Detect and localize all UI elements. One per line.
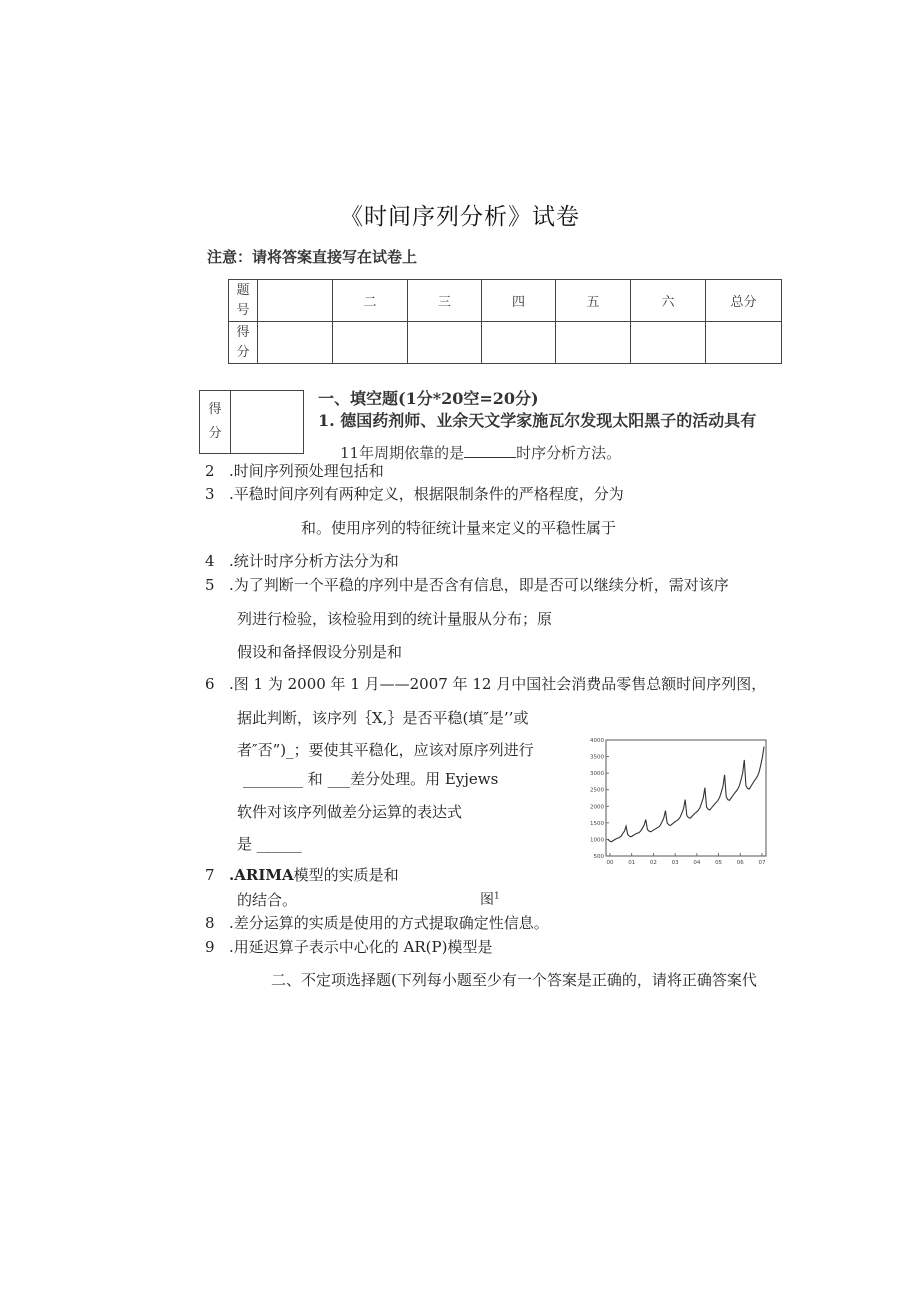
figure-caption-num: 1 xyxy=(494,891,500,902)
q4-num: 4 xyxy=(205,552,215,570)
y-tick-label: 1500 xyxy=(590,820,604,827)
q6-blank-3[interactable]: ______ xyxy=(256,835,302,853)
x-tick-label: 03 xyxy=(671,860,679,866)
section2-title: 二、不定项选择题(下列每小题至少有一个答案是正确的，请将正确答案代 xyxy=(271,971,757,989)
score-cell-total[interactable] xyxy=(706,322,782,364)
score-table-header-label xyxy=(229,280,258,322)
score-box-value[interactable] xyxy=(231,391,304,454)
q6-line2: 据此判断，该序列｛X,｝是否平稳(填″是’’或 xyxy=(237,709,529,727)
col-4: 四 xyxy=(482,280,556,322)
score-cell-1[interactable] xyxy=(258,322,333,364)
q9-num: 9 xyxy=(205,938,215,956)
score-label-char-1: 得 xyxy=(236,324,250,340)
q4-text: .统计时序分析方法分为和 xyxy=(229,552,399,570)
score-box-char-2: 分 xyxy=(208,426,222,441)
col-total: 总分 xyxy=(706,280,782,322)
y-tick-label: 1000 xyxy=(590,837,604,844)
score-cell-2[interactable] xyxy=(333,322,408,364)
q7-num: 7 xyxy=(205,866,215,884)
y-tick-label: 2500 xyxy=(590,787,604,794)
y-tick-label: 2000 xyxy=(590,804,604,811)
col-3: 三 xyxy=(408,280,482,322)
q2-num: 2 xyxy=(205,462,215,480)
q6-blank-1[interactable]: ________ xyxy=(243,770,303,788)
x-tick-label: 01 xyxy=(628,860,636,866)
q1-line2-post: 时序分析方法。 xyxy=(516,444,622,462)
score-cell-6[interactable] xyxy=(631,322,706,364)
x-tick-label: 05 xyxy=(715,860,723,866)
q7-bold: .ARIMA xyxy=(229,866,294,884)
x-tick-label: 04 xyxy=(693,860,701,866)
x-tick-label: 02 xyxy=(649,860,657,866)
q5-line2: 列进行检验，该检验用到的统计量服从分布；原 xyxy=(237,610,553,628)
q8-text: .差分运算的实质是使用的方式提取确定性信息。 xyxy=(229,914,549,932)
x-tick-label: 00 xyxy=(606,860,614,866)
q1-line1: 1. 德国药剂师、业余天文学家施瓦尔发现太阳黑子的活动具有 xyxy=(318,411,757,430)
q9 xyxy=(205,936,492,957)
score-cell-3[interactable] xyxy=(408,322,482,364)
q7 xyxy=(205,864,399,885)
q7-text: 模型的实质是和 xyxy=(293,866,399,884)
q2 xyxy=(205,460,384,481)
score-label-char-2: 分 xyxy=(236,344,250,360)
q7-line2: 的结合。 xyxy=(237,891,298,909)
section1-title: 一、填空题(1分*20空=20分) xyxy=(318,389,539,408)
score-table xyxy=(228,279,782,364)
q9-text: .用延迟算子表示中心化的 AR(P)模型是 xyxy=(229,938,493,956)
q5 xyxy=(205,574,729,595)
score-box-char-1: 得 xyxy=(208,402,222,417)
q5-text: .为了判断一个平稳的序列中是否含有信息，即是否可以继续分析，需对该序 xyxy=(229,576,729,594)
q6-line4-mid: 和 xyxy=(307,770,323,788)
q6-num: 6 xyxy=(205,675,215,693)
score-cell-4[interactable] xyxy=(482,322,556,364)
q6-line6-pre: 是 xyxy=(237,835,253,853)
q3-text: .平稳时间序列有两种定义，根据限制条件的严格程度，分为 xyxy=(229,485,624,503)
q6-blank-2[interactable]: ___ xyxy=(327,770,351,788)
q8-num: 8 xyxy=(205,914,215,932)
col-5: 五 xyxy=(556,280,631,322)
col-6: 六 xyxy=(631,280,706,322)
q6-line4-post: 差分处理。用 Eyjews xyxy=(350,770,499,788)
y-tick-label: 500 xyxy=(593,854,604,860)
q1-blank[interactable] xyxy=(464,457,516,458)
col-2: 二 xyxy=(333,280,408,322)
x-tick-label: 06 xyxy=(736,860,744,866)
q6-line4 xyxy=(243,768,498,789)
q6-line5: 软件对该序列做差分运算的表达式 xyxy=(237,803,463,821)
q6 xyxy=(205,673,766,694)
q3-line2: 和。使用序列的特征统计量来定义的平稳性属于 xyxy=(301,519,617,537)
retail-sales-line-chart xyxy=(586,733,772,869)
q1-line2-pre: 11年周期依靠的是 xyxy=(340,444,465,462)
q2-text: .时间序列预处理包括和 xyxy=(229,462,384,480)
q6-text: .图 1 为 2000 年 1 月——2007 年 12 月中国社会消费品零售总额时间序列图， xyxy=(229,675,767,693)
q5-line3: 假设和备择假设分别是和 xyxy=(237,643,403,661)
figure-caption xyxy=(480,889,500,909)
score-cell-5[interactable] xyxy=(556,322,631,364)
score-table-score-label xyxy=(229,322,258,364)
exam-title: 《时间序列分析》试卷 xyxy=(340,204,580,230)
header-label-char-1: 题 xyxy=(236,282,250,298)
notice-text: 注意：请将答案直接写在试卷上 xyxy=(207,248,418,266)
q6-line6 xyxy=(237,833,302,854)
y-tick-label: 3000 xyxy=(590,771,604,778)
col-1 xyxy=(258,280,333,322)
q3 xyxy=(205,483,624,504)
y-tick-label: 4000 xyxy=(590,738,604,744)
x-tick-label: 07 xyxy=(758,860,766,866)
q4 xyxy=(205,550,399,571)
score-box-label xyxy=(200,391,231,454)
q6-line3: 者″否”)_；要使其平稳化，应该对原序列进行 xyxy=(237,741,534,759)
q8 xyxy=(205,912,549,933)
y-tick-label: 3500 xyxy=(590,754,604,761)
q3-num: 3 xyxy=(205,485,215,503)
figure-caption-text: 图 xyxy=(480,892,494,908)
plot-frame xyxy=(606,740,766,856)
q5-num: 5 xyxy=(205,576,215,594)
section1-score-box xyxy=(199,390,304,454)
header-label-char-2: 号 xyxy=(236,302,250,318)
